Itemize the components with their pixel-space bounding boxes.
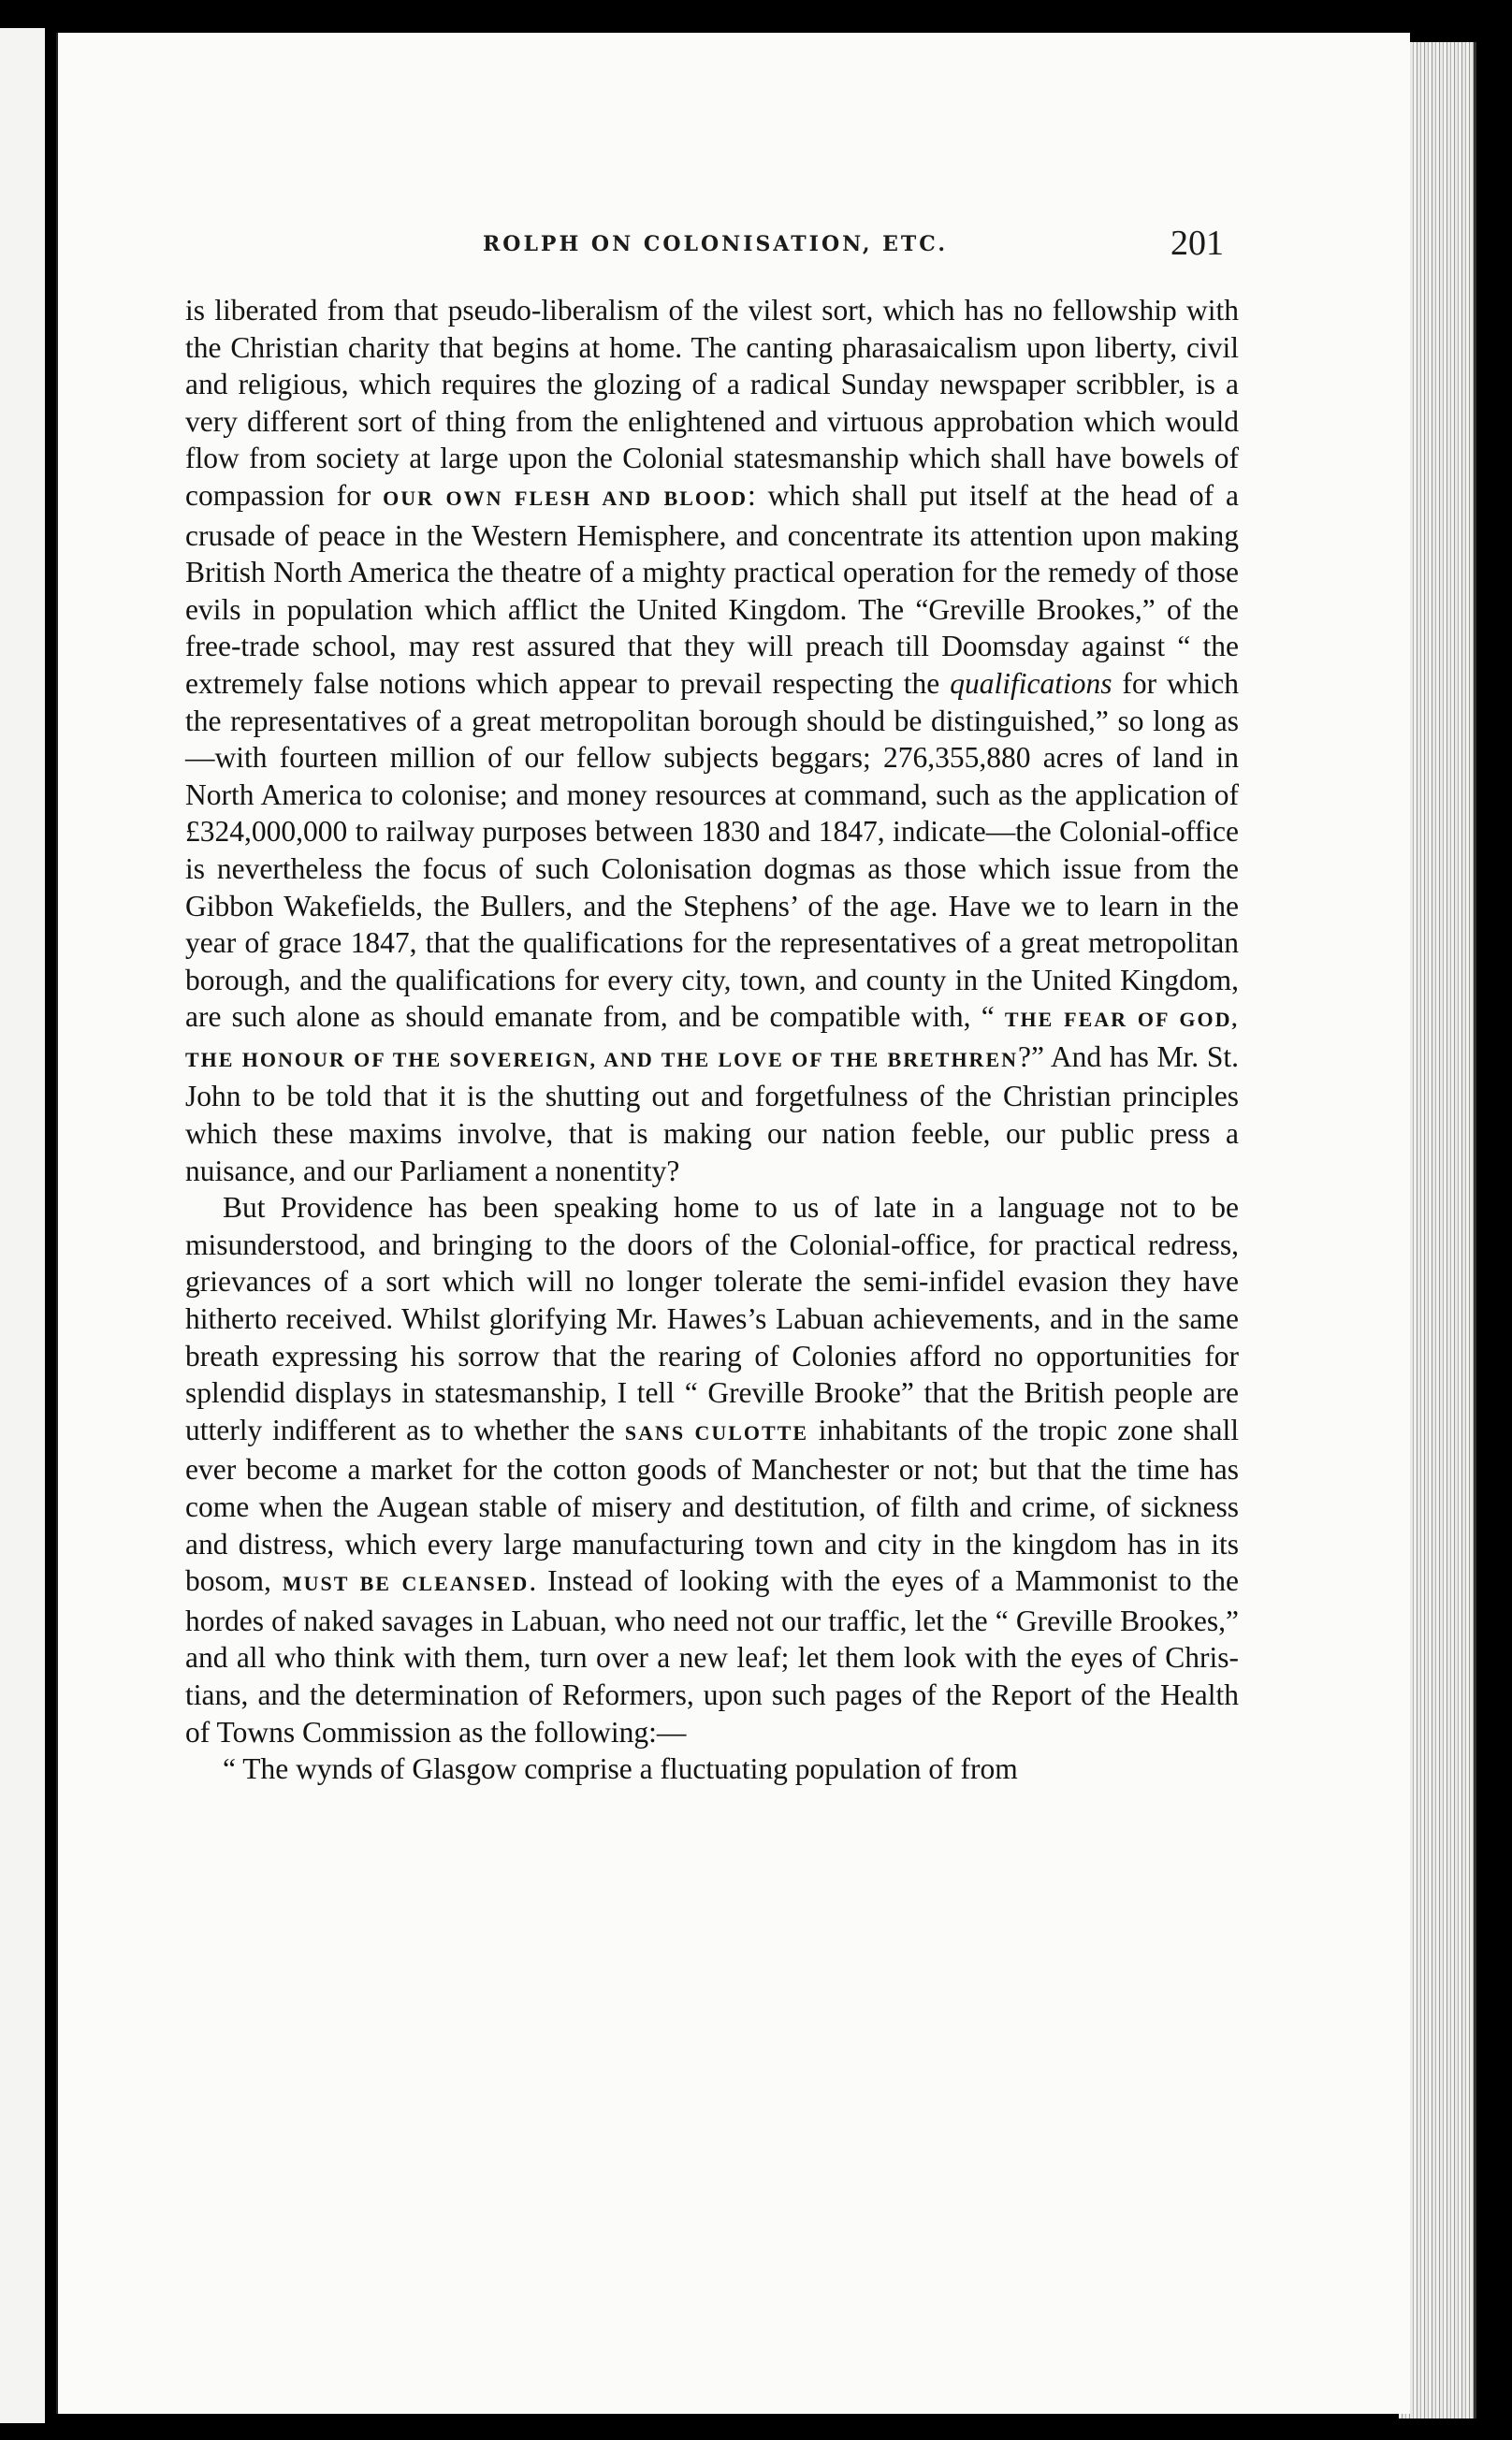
small-caps-run: OUR OWN FLESH AND BLOOD — [383, 486, 748, 510]
page-header — [185, 223, 1224, 269]
small-caps-run: THE FEAR OF GOD, THE HONOUR OF THE SOVEREIGN, AND THE LOVE OF THE BRETHREN — [185, 1008, 1239, 1071]
page-number: 201 — [1170, 224, 1224, 263]
stacked-page-edges — [1399, 42, 1476, 2418]
previous-page-edge — [0, 28, 45, 2423]
paragraph — [185, 1750, 1239, 1788]
small-caps-run: SANS CULOTTE — [624, 1420, 809, 1445]
text-run: ?” And has Mr. St. John to be told that it is the shutting out and forgetfulness of the Christian principles which these maxims involve, that is making our nation feeble, our public press a nuisance, and our Parliament a nonentity? — [185, 1039, 1239, 1187]
italic-run: qualifications — [950, 666, 1112, 700]
text-run: : which shall put itself at the head of a crusade of peace in the Western Hemisphere, and concentrate its attention upon making British North America the theatre of a mighty practical operation for the remedy of those evils in population which afflict the United Kingdom. The “Greville Brookes,” of the free-trade school, may rest assured that they will preach till Doomsday against “ the extremely false notions which appear to prevail respecting the — [185, 478, 1239, 700]
body-text — [185, 292, 1239, 1788]
text-run: is liberated from that pseudo-liberalism of the vilest sort, which has no fellowship with the Christian charity that begins at home. The canting pharasaicalism upon liberty, civil and religious, which requires the glozing of a radical Sunday newspaper scribbler, is a very different sort of thing from the enlightened and virtuous approbation which would flow from society at large upon the Colonial statesmanship which shall have bowels of compassion for — [185, 294, 1239, 512]
small-caps-run: MUST BE CLEANSED — [282, 1572, 530, 1596]
text-run: But Providence has been speaking home to us of late in a language not to be misunderstood, and bringing to the doors of the Colonial-office, for practical redress, grievances of a sort which will no longer tolerate the semi-infidel evasion they have hitherto received. Whilst glorifying Mr. Hawes’s Labuan achievements, and in the same breath expressing his sorrow that the rearing of Colonies afford no opportunities for splendid displays in statesmanship, I tell “ Greville Brooke” that the British people are utterly indifferent as to whether the — [185, 1191, 1239, 1446]
paragraph — [185, 292, 1239, 1189]
text-run: inhabitants of the tropic zone shall ever become a market for the cotton goods of Manchester or not; but that the time has come when the Augean stable of misery and destitution, of filth and crime, of sickness and distress, which every large manufacturing town and city in the kingdom has in its bosom, — [185, 1413, 1239, 1598]
text-run: “ The wynds of Glasgow comprise a fluctuating population of from — [223, 1752, 1018, 1786]
paragraph — [185, 1189, 1239, 1750]
text-run: for which the representatives of a great metropolitan borough should be distinguished,” so long as—with fourteen million of our fellow subjects beggars; 276,355,880 acres of land in North America to colonise; and money resources at command, such as the application of £324,000,000 to railway purposes between 1830 and 1847, indicate—the Colonial-office is nevertheless the focus of such Colonisation dogmas as those which issue from the Gibbon Wakefields, the Bullers, and the Stephens’ of the age. Have we to learn in the year of grace 1847, that the qualifications for the representatives of a great metropolitan borough, and the qualifications for every city, town, and county in the United Kingdom, are such alone as should emanate from, and be compatible with, “ — [185, 666, 1239, 1034]
running-title: ROLPH ON COLONISATION, ETC. — [483, 232, 949, 256]
text-run: . Instead of looking with the eyes of a Mammonist to the hordes of naked savages in Labuan, who need not our traffic, let the “ Greville Brookes,” and all who think with them, turn over a new leaf; let them look with the eyes of Christians, and the determination of Reformers, upon such pages of the Report of the Health of Towns Commission as the following:— — [185, 1564, 1239, 1749]
